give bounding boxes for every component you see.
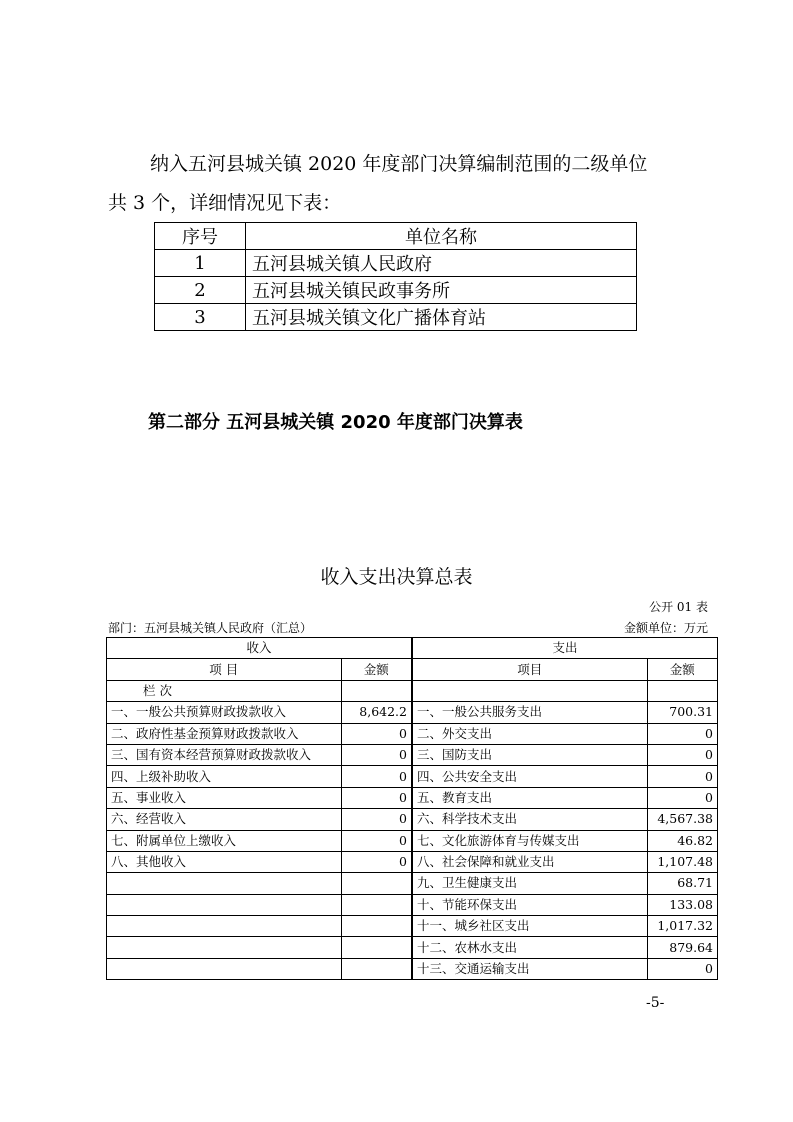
unit-name: 五河县城关镇民政事务所 [246,277,637,304]
income-item-header: 项 目 [107,659,342,680]
column-header-row [107,659,718,680]
table-row [107,916,718,937]
expense-item: 十三、交通运输支出 [412,958,647,979]
summary-table-title: 收入支出决算总表 [320,566,473,588]
expense-item: 十、节能环保支出 [412,894,647,915]
table-row [107,723,718,744]
income-amount [341,894,412,915]
table-header-row [155,223,637,250]
expense-item: 七、文化旅游体育与传媒支出 [412,830,647,851]
income-amount: 8,642.2 [341,702,412,723]
expense-item: 五、教育支出 [412,787,647,808]
income-amount [341,937,412,958]
income-item [107,937,342,958]
expense-item: 一、一般公共服务支出 [412,702,647,723]
income-item: 一、一般公共预算财政拨款收入 [107,702,342,723]
expense-amount: 1,017.32 [647,916,717,937]
income-item [107,873,342,894]
expense-item: 九、卫生健康支出 [412,873,647,894]
table-row [155,250,637,277]
expense-item-header: 项目 [412,659,647,680]
expense-header: 支出 [412,638,718,659]
income-item: 三、国有资本经营预算财政拨款收入 [107,744,342,765]
expense-item: 十二、农林水支出 [412,937,647,958]
income-header: 收入 [107,638,412,659]
income-item: 六、经营收入 [107,809,342,830]
income-amount-header: 金额 [341,659,412,680]
income-amount: 0 [341,787,412,808]
income-amount: 0 [341,723,412,744]
unit-no: 2 [155,277,246,304]
income-amount: 0 [341,830,412,851]
income-item [107,916,342,937]
department-label: 部门：五河县城关镇人民政府（汇总） [108,621,313,635]
amount-unit-label: 金额单位：万元 [623,621,708,635]
expense-amount: 0 [647,723,717,744]
table-row [107,830,718,851]
expense-amount: 68.71 [647,873,717,894]
unit-name: 五河县城关镇人民政府 [246,250,637,277]
income-item: 二、政府性基金预算财政拨款收入 [107,723,342,744]
expense-amount: 4,567.38 [647,809,717,830]
income-amount: 0 [341,744,412,765]
table-row [107,744,718,765]
table-row [107,894,718,915]
header-unit-name: 单位名称 [246,223,637,250]
table-row [155,277,637,304]
unit-no: 1 [155,250,246,277]
expense-amount: 0 [647,958,717,979]
table-row [107,702,718,723]
unit-name: 五河县城关镇文化广播体育站 [246,304,637,331]
expense-amount: 1,107.48 [647,851,717,872]
table-row [107,873,718,894]
header-no: 序号 [155,223,246,250]
table-row [155,304,637,331]
income-item: 七、附属单位上缴收入 [107,830,342,851]
section-title: 第二部分 五河县城关镇 2020 年度部门决算表 [148,412,523,433]
table-row [107,958,718,979]
empty-cell [341,680,412,701]
income-amount: 0 [341,851,412,872]
row-label-row [107,680,718,701]
expense-item: 八、社会保障和就业支出 [412,851,647,872]
expense-amount: 0 [647,787,717,808]
expense-amount: 0 [647,766,717,787]
expense-amount: 46.82 [647,830,717,851]
secondary-units-table [154,222,637,331]
income-item [107,894,342,915]
income-expense-summary-table [106,637,718,980]
expense-item: 六、科学技术支出 [412,809,647,830]
table-row [107,809,718,830]
table-row [107,787,718,808]
income-amount [341,958,412,979]
page-number: -5- [646,995,665,1011]
intro-line-1: 纳入五河县城关镇 2020 年度部门决算编制范围的二级单位 [150,153,648,175]
table-row [107,766,718,787]
row-label: 栏 次 [107,680,342,701]
expense-amount: 879.64 [647,937,717,958]
expense-item: 四、公共安全支出 [412,766,647,787]
expense-amount: 0 [647,744,717,765]
table-row [107,937,718,958]
empty-cell [647,680,717,701]
income-item: 八、其他收入 [107,851,342,872]
income-amount [341,873,412,894]
table-row [107,851,718,872]
expense-amount: 700.31 [647,702,717,723]
income-item: 四、上级补助收入 [107,766,342,787]
intro-line-2: 共 3 个，详细情况见下表： [108,192,342,214]
income-item [107,958,342,979]
unit-no: 3 [155,304,246,331]
expense-item: 二、外交支出 [412,723,647,744]
income-amount: 0 [341,766,412,787]
table-number: 公开 01 表 [649,600,708,614]
group-header-row [107,638,718,659]
income-amount [341,916,412,937]
expense-amount-header: 金额 [647,659,717,680]
expense-item: 三、国防支出 [412,744,647,765]
income-item: 五、事业收入 [107,787,342,808]
expense-amount: 133.08 [647,894,717,915]
empty-cell [412,680,647,701]
income-amount: 0 [341,809,412,830]
expense-item: 十一、城乡社区支出 [412,916,647,937]
